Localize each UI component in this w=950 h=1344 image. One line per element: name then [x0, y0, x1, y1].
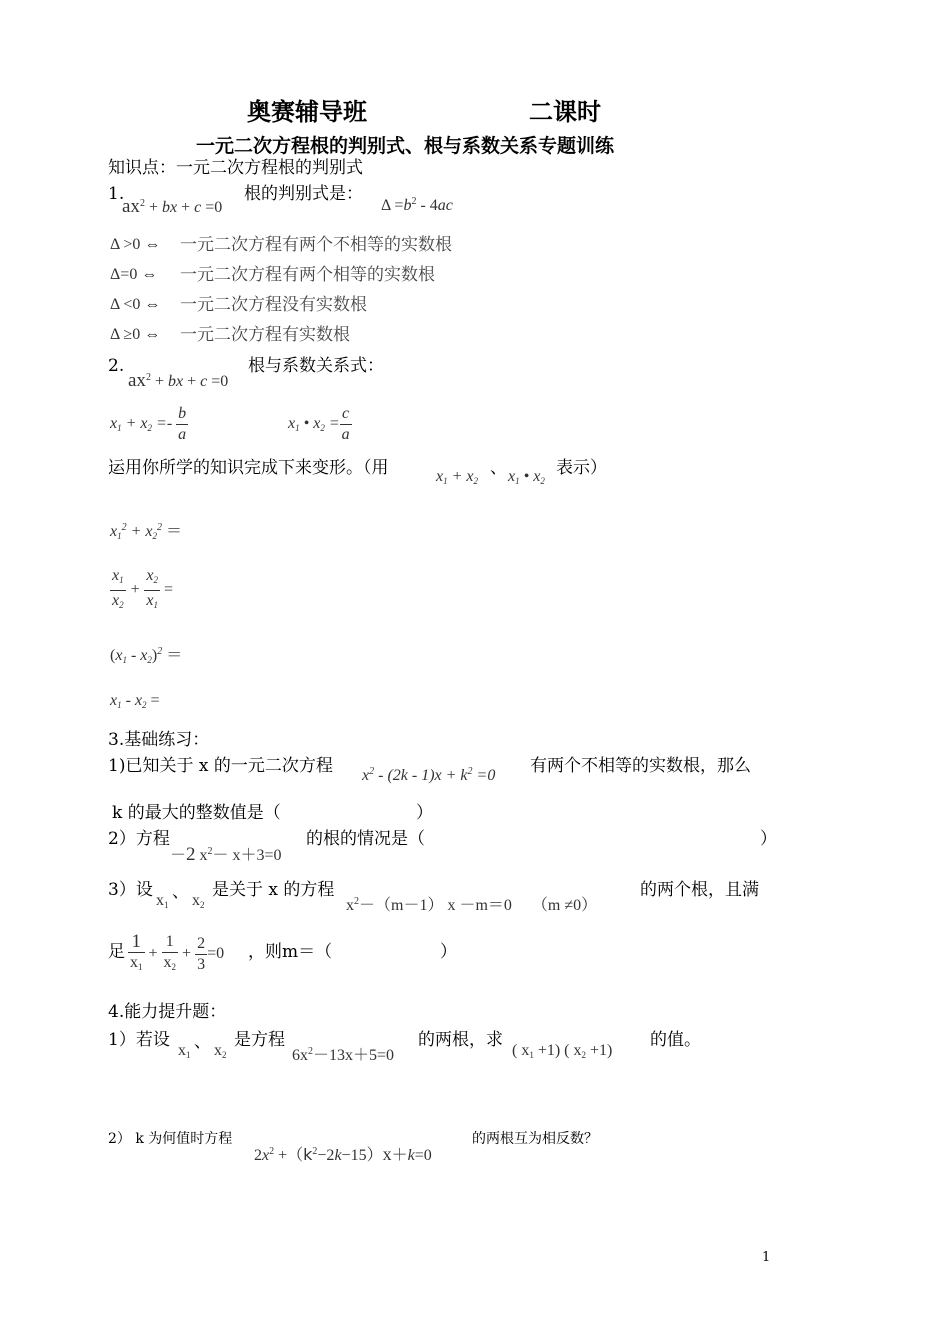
advanced-q1-equation: $6x^2-13x+5=0$: [292, 1046, 395, 1064]
exercise-ratio-sum: $\frac{x_1}{x_2}$ + $\frac{x_2}{x_1}$ =: [112, 567, 174, 610]
transform-separator: 、: [490, 458, 507, 478]
basic-q2-close: ）: [760, 829, 777, 849]
basic-q3-mid: 是关于 x 的方程: [212, 880, 335, 900]
transform-product: $x_1$ • $x_2$: [508, 468, 545, 486]
transform-sum: $x_1 + x_2$: [436, 468, 479, 486]
basic-q1-text: 1)已知关于 x 的一元二次方程: [108, 756, 333, 776]
cond1-symbol: Δ >0 ⇔: [110, 236, 161, 253]
basic-q3-text: 3）设: [108, 880, 153, 900]
advanced-q1-separator: 、: [194, 1032, 211, 1052]
vieta-product: $x_1$ • $x_2$ = $\frac{c}{a}$: [288, 405, 350, 443]
basic-q3-equation: $x^2-(m-1)$ x －m＝0 （m ≠0）: [346, 896, 598, 914]
advanced-q2-tail: 的两根互为相反数？: [472, 1131, 598, 1147]
basic-q3-root2: $x_2$: [192, 892, 205, 910]
item1-number: 1.: [108, 184, 125, 204]
basic-q3-line2: 足: [108, 942, 125, 962]
advanced-q1-root1: $x_1$: [178, 1042, 191, 1060]
basic-q1-close: ）: [416, 803, 433, 823]
item2-number: 2.: [108, 356, 125, 376]
basic-q3-condition: $\frac{1}{x_1}$ + $\frac{1}{x_2}$ + $\frac{2}{3}$ =0: [130, 931, 225, 973]
basic-heading: 3.基础练习：: [108, 730, 210, 750]
vieta-sum: $x_1 + x_2$ =- $\frac{b}{a}$: [110, 405, 187, 443]
advanced-q1-tail: 的值。: [650, 1030, 701, 1050]
basic-q3-close: ）: [440, 942, 457, 962]
basic-q2-text: 2）方程: [108, 829, 170, 849]
cond4-text: 一元二次方程有实数根: [180, 325, 350, 345]
basic-q3-root1: $x_1$: [156, 892, 169, 910]
advanced-heading: 4.能力提升题：: [108, 1002, 227, 1022]
page-number: 1: [762, 1250, 771, 1265]
exercise-sum-of-squares: $x_1^2 + x_2^2$ ＝: [110, 522, 183, 541]
transform-end: 表示）: [556, 458, 607, 478]
basic-q1-tail: 有两个不相等的实数根，那么: [530, 756, 751, 776]
cond2-text: 一元二次方程有两个相等的实数根: [180, 265, 435, 285]
title-left: 奥赛辅导班: [247, 98, 367, 126]
item2-text: 根与系数关系式：: [248, 356, 384, 376]
quadratic-equation-2: $ax^2$ + bx + c =0: [128, 370, 229, 391]
transform-text: 运用你所学的知识完成下来变形。（用: [108, 458, 389, 478]
advanced-q1-ask: 的两根，求: [418, 1030, 503, 1050]
item1-text: 根的判别式是：: [244, 184, 363, 204]
advanced-q2-text: 2） k 为何值时方程: [108, 1131, 233, 1147]
basic-q1-line2: k 的最大的整数值是（: [112, 803, 281, 823]
basic-q3-tail: 的两个根，且满: [640, 880, 759, 900]
cond3-symbol: Δ <0 ⇔: [110, 296, 161, 313]
basic-q2-tail: 的根的情况是（: [306, 829, 425, 849]
advanced-q1-expression: ( $x_1 +1$) ( $x_2 +1$): [512, 1042, 613, 1060]
quadratic-equation-1: $ax^2$ + bx + c =0: [122, 196, 223, 217]
basic-q2-equation: －2 $x^2- x+3=0$: [170, 844, 282, 865]
subtitle: 一元二次方程根的判别式、根与系数关系专题训练: [196, 135, 615, 157]
cond2-symbol: Δ=0 ⇔: [110, 266, 158, 283]
advanced-q1-mid: 是方程: [234, 1030, 285, 1050]
basic-q1-equation: $x^2 - (2k - 1)x + k^2 =0$: [362, 766, 496, 784]
title-right: 二课时: [529, 98, 601, 126]
cond3-text: 一元二次方程没有实数根: [180, 295, 367, 315]
basic-q3-separator: 、: [172, 882, 189, 902]
advanced-q2-equation: $2x^2 +(k^2-2k-15)x+k=0$: [254, 1144, 432, 1164]
advanced-q1-text: 1）若设: [108, 1030, 170, 1050]
knowledge-heading: 知识点：一元二次方程根的判别式: [108, 158, 363, 178]
cond4-symbol: Δ ≥0 ⇔: [110, 326, 161, 343]
exercise-difference: $x_1 - x_2$ =: [110, 692, 160, 710]
basic-q3-ask: ，则m＝（: [248, 942, 333, 962]
discriminant-formula: $\Delta =b^2 - 4ac$: [381, 196, 453, 214]
cond1-text: 一元二次方程有两个不相等的实数根: [180, 235, 452, 255]
advanced-q1-root2: $x_2$: [214, 1042, 227, 1060]
exercise-squared-difference: $(x_1 - x_2)^2$ ＝: [110, 646, 183, 665]
